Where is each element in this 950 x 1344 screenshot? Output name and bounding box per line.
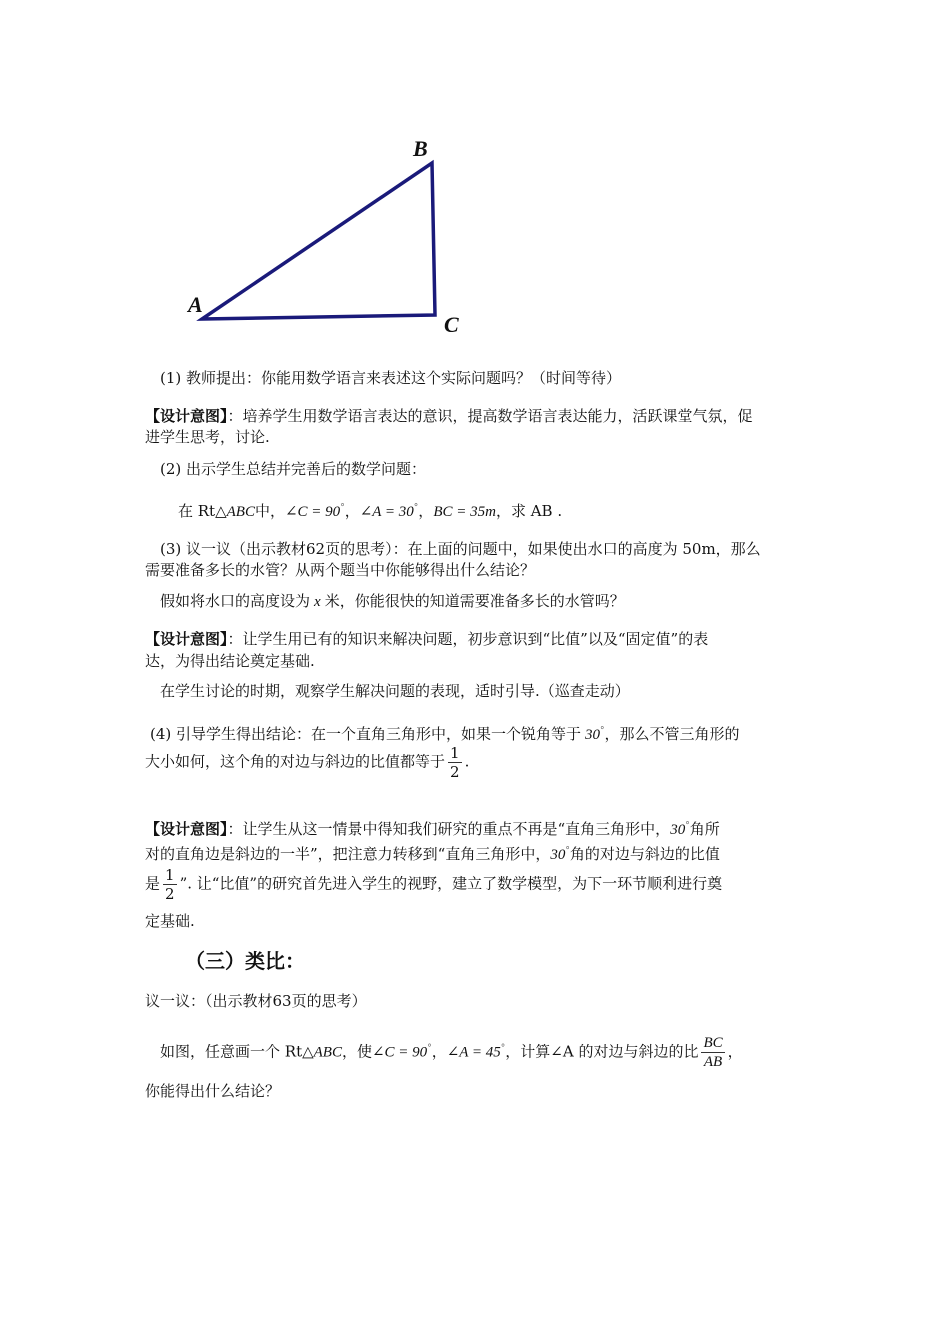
sep2: ，	[418, 502, 434, 520]
degree-mark: °	[685, 821, 690, 831]
intent3-line3-pre: 是	[145, 874, 161, 893]
design-intent-label: 【设计意图】	[145, 820, 228, 838]
triangle-abc	[202, 163, 435, 319]
intent3-line1-post: 角所	[689, 820, 720, 838]
fraction-numerator: 1	[165, 866, 175, 884]
fraction-denominator: AB	[703, 1054, 723, 1070]
design-intent-label: 【设计意图】	[145, 407, 228, 425]
intent3-line1-pre: ：让学生从这一情景中得知我们研究的重点不再是“直角三角形中，	[227, 820, 671, 838]
fraction-one-half	[448, 744, 462, 781]
paragraph-8-line1	[160, 1034, 743, 1071]
problem-tail: ，求 AB .	[495, 502, 563, 520]
para8-tail: ，	[727, 1042, 743, 1061]
para4-post: 米，你能很快的知道需要准备多长的水管吗？	[324, 592, 625, 610]
angle-30: 30	[550, 847, 566, 863]
fraction-numerator: BC	[703, 1035, 723, 1051]
degree-mark: °	[427, 1043, 432, 1054]
design-intent-2	[145, 628, 708, 650]
design-intent-3-line3	[145, 866, 722, 903]
angle-30: 30	[585, 727, 601, 743]
intent3-line2-pre: 对的直角边是斜边的一半”，把注意力转移到“直角三角形中，	[145, 845, 551, 863]
variable-x: x	[314, 594, 321, 610]
paragraph-1: (1) 教师提出：你能用数学语言来表述这个实际问题吗？（时间等待）	[160, 369, 622, 387]
para4-pre: 假如将水口的高度设为	[160, 592, 311, 610]
design-intent-text-line1: ：培养学生用数学语言表达的意识，提高数学语言表达能力，活跃课堂气氛，促	[227, 407, 753, 425]
paragraph-5: 在学生讨论的时期，观察学生解决问题的表现，适时引导.（巡查走动）	[160, 682, 630, 700]
paragraph-7: 议一议：（出示教材63页的思考）	[145, 992, 367, 1010]
angle-a: ∠A = 45	[446, 1044, 501, 1061]
fraction-one-half	[163, 866, 177, 903]
angle-c: ∠C = 90	[371, 1044, 428, 1061]
para6-line1-post: ，那么不管三角形的	[604, 725, 740, 743]
design-intent-3-line4: 定基础.	[145, 912, 195, 930]
sep1: ，	[344, 502, 360, 520]
problem-pre: 在 Rt	[178, 502, 216, 520]
degree-mark: °	[500, 1043, 506, 1054]
vertex-label-c: C	[444, 312, 459, 337]
problem-statement	[178, 497, 562, 523]
para6-line1-pre: (4) 引导学生得出结论：在一个直角三角形中，如果一个锐角等于	[150, 725, 582, 743]
fraction-denominator: 2	[165, 885, 175, 903]
section-title: （三）类比：	[185, 949, 305, 973]
design-intent-label: 【设计意图】	[145, 630, 228, 648]
intent3-line3-post: ”. 让“比值”的研究首先进入学生的视野，建立了数学模型，为下一环节顺利进行奠	[179, 874, 723, 893]
para8-mid: ，使	[341, 1042, 372, 1061]
degree-mark: °	[413, 503, 419, 513]
design-intent-2-line2: 达，为得出结论奠定基础.	[145, 652, 315, 670]
para8-sep: ，	[431, 1042, 447, 1061]
degree-mark: °	[340, 503, 345, 513]
paragraph-3-line2: 需要准备多长的水管？从两个题当中你能够得出什么结论？	[145, 561, 536, 579]
paragraph-6-line2	[145, 744, 469, 781]
paragraph-3-line1: (3) 议一议（出示教材62页的思考）：在上面的问题中，如果使出水口的高度为 50m，那么	[160, 540, 761, 558]
vertex-label-a: A	[188, 292, 203, 317]
angle-a: ∠A = 30	[359, 504, 414, 520]
design-intent-1-line2: 进学生思考，讨论.	[145, 428, 270, 446]
angle-30: 30	[670, 822, 686, 838]
problem-mid: 中，	[254, 502, 285, 520]
triangle-abc-text: △ABC	[302, 1044, 342, 1061]
paragraph-8-line2: 你能得出什么结论？	[145, 1082, 281, 1100]
design-intent-3-line2	[145, 840, 720, 866]
fraction-denominator: 2	[450, 763, 460, 781]
paragraph-6-line1	[150, 720, 740, 746]
fraction-bc-ab	[701, 1034, 724, 1071]
angle-c: ∠C = 90	[284, 504, 341, 520]
design-intent-3-line1	[145, 815, 720, 841]
vertex-label-b: B	[413, 136, 428, 161]
intent3-line2-post: 角的对边与斜边的比值	[569, 845, 720, 863]
design-intent-text-line1: ：让学生用已有的知识来解决问题，初步意识到“比值”以及“固定值”的表	[227, 630, 709, 648]
design-intent-1	[145, 405, 753, 427]
para8-pre: 如图，任意画一个 Rt	[160, 1042, 303, 1061]
degree-mark: °	[600, 726, 605, 736]
paragraph-2: (2) 出示学生总结并完善后的数学问题：	[160, 460, 427, 478]
degree-mark: °	[565, 846, 570, 856]
para6-line2-pre: 大小如何，这个角的对边与斜边的比值都等于	[145, 752, 446, 771]
triangle-figure	[170, 130, 480, 350]
problem-triangle: △ABC	[215, 504, 255, 520]
paragraph-4	[160, 590, 625, 613]
side-bc: BC = 35m	[433, 504, 496, 520]
para8-post: ，计算∠A 的对边与斜边的比	[505, 1042, 699, 1061]
fraction-numerator: 1	[450, 744, 460, 762]
para6-line2-post: .	[464, 752, 470, 771]
